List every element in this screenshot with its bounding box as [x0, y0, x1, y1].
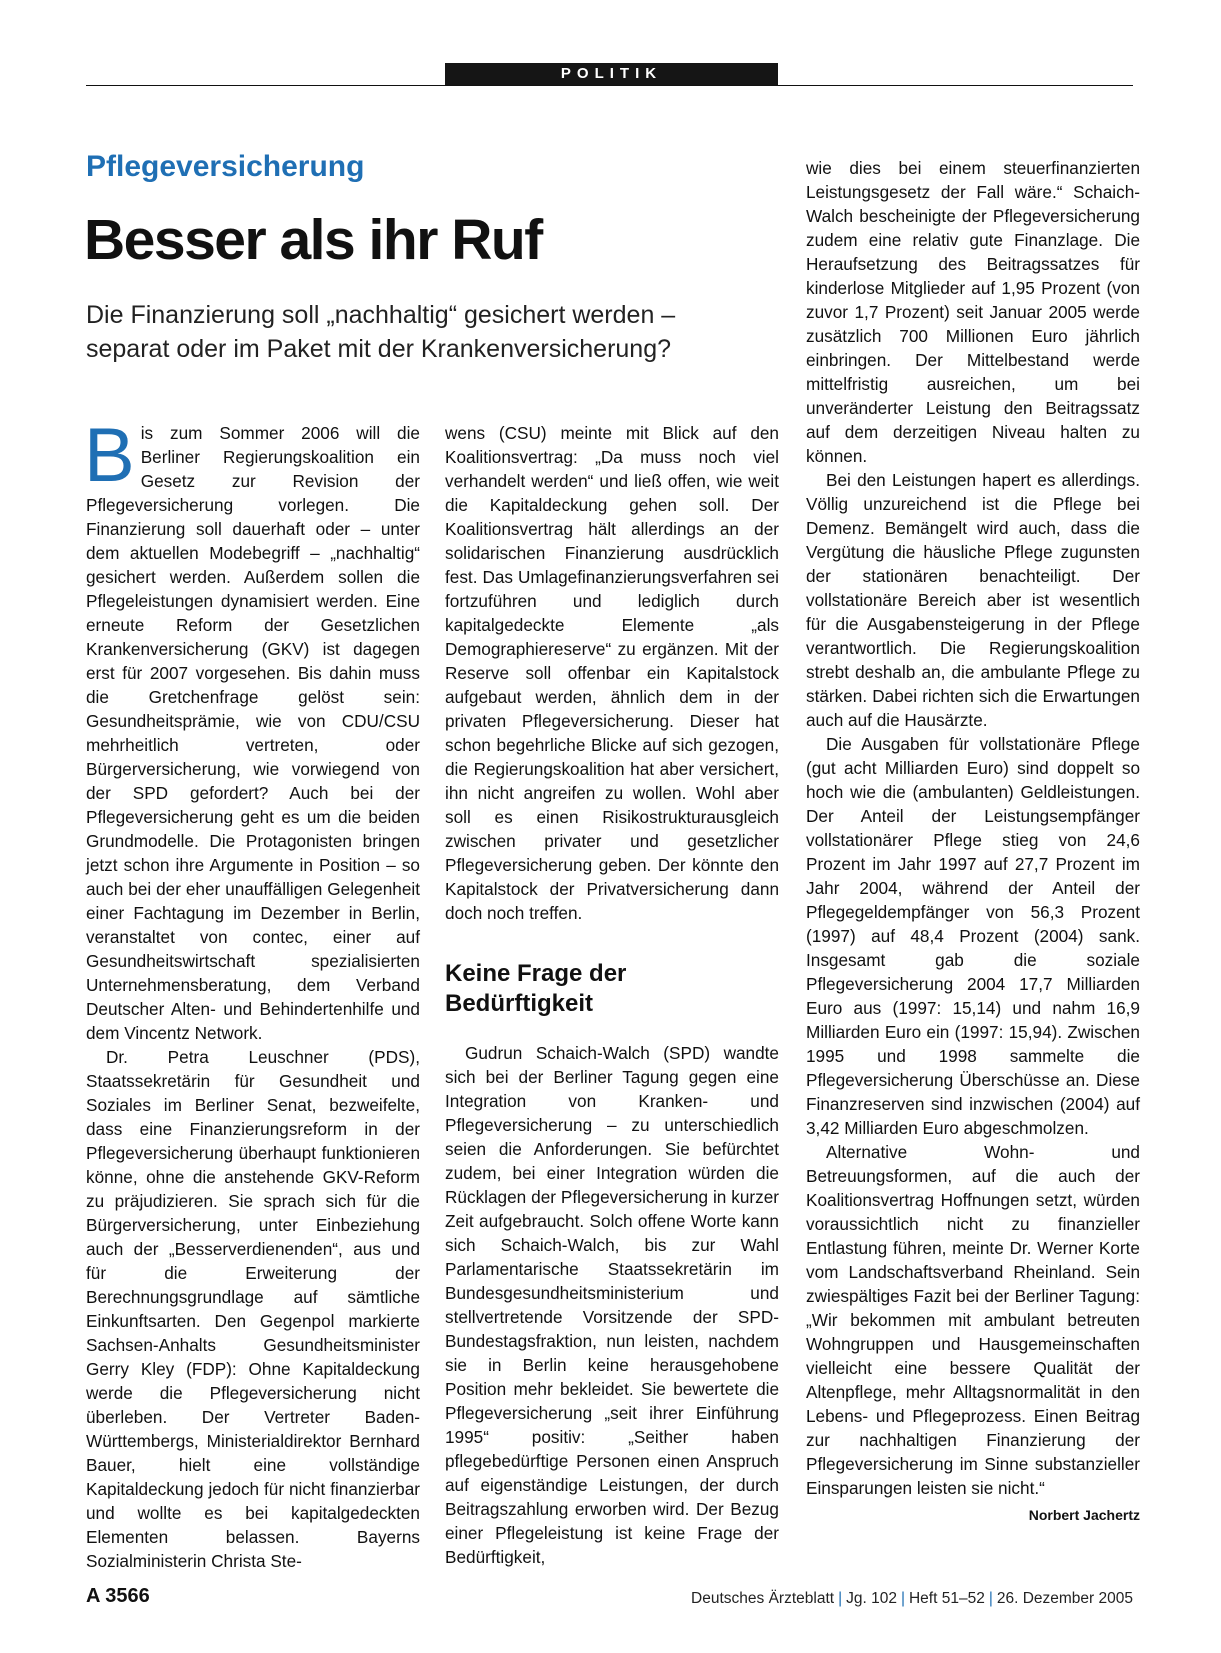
paragraph: wie dies bei einem steuerfinanzierten Leistungsgesetz der Fall wäre.“ Schaich-Walch bescheinigte der Pflegeversicherung zudem eine relativ gute Finanzlage. Die Heraufsetzung des Beitragssatzes für kinderlose Mitglieder auf 1,95 Prozent (von zuvor 1,7 Prozent) seit Januar 2005 werde zusätzlich 700 Millionen Euro jährlich einbringen. Der Mittelbestand werde mittelfristig ausreichen, um bei unveränderter Leistung den Beitragssatz auf dem derzeitigen Niveau halten zu können. — [806, 158, 1140, 466]
column-1 — [84, 413, 420, 1573]
journal-issue: Heft 51–52 — [908, 1590, 985, 1607]
header-rule — [86, 85, 1133, 86]
paragraph-text: Alternative Wohn- und Betreuungsformen, auf die auch der Koalitionsvertrag Hoffnungen setzt, würden voraussichtlich nicht zu finanzieller Entlastung führen, meinte Dr. Werner Korte vom Landschaftsverband Rheinland. Sein zwiespältiges Fazit bei der Berliner Tagung: „Wir bekommen mit ambulant betreuten Wohngruppen und Hausgemeinschaften vielleicht eine bessere Qualität der Altenpflege, mehr Alltagsnormalität in den Lebens- und Pflegeprozess. Einen Beitrag zur nachhaltigen Finanzierung der Pflegeversicherung im Sinne substanzieller Einsparungen leisten sie nicht.“ — [806, 1142, 1140, 1498]
paragraph: wens (CSU) meinte mit Blick auf den Koalitionsvertrag: „Da muss noch viel verhandelt werden“ und ließ offen, wie weit die Kapitaldeckung gehen soll. Der Koalitionsvertrag hält allerdings an der solidarischen Finanzierung ausdrücklich fest. Das Umlagefinanzierungsverfahren sei fortzuführen und lediglich durch kapitalgedeckte Elemente „als Demographiereserve“ zu ergänzen. Mit der Reserve soll offenbar ein Kapitalstock aufgebaut werden, ähnlich dem in der privaten Pflegeversicherung. Dieser hat schon begehrliche Blicke auf sich gezogen, die Regierungskoalition hat aber versichert, ihn nicht angreifen zu wollen. Wohl aber soll es einen Risikostrukturausgleich zwischen privater und gesetzlicher Pflegeversicherung geben. Der könnte den Kapitalstock der Privatversicherung dann doch noch treffen. — [445, 423, 779, 923]
article-title: Besser als ihr Ruf — [84, 208, 542, 272]
section-label: POLITIK — [445, 63, 778, 85]
subheading: Keine Frage der Bedürftigkeit — [445, 960, 627, 1017]
page-number: A 3566 — [86, 1585, 150, 1607]
paragraph: Gudrun Schaich-Walch (SPD) wandte sich bei der Berliner Tagung gegen eine Integration von Kranken- und Pflegeversicherung – zu unterschiedlich seien die Anforderungen. Sie befürchtet zudem, bei einer Integration würden die Rücklagen der Pflegeversicherung in kurzer Zeit aufgebraucht. Solch offene Worte kann sich Schaich-Walch, bis zur Wahl Parlamentarische Staatssekretärin im Bundesgesundheitsministerium und stellvertretende Vorsitzende der SPD-Bundestagsfraktion, nun leisten, nachdem sie in Berlin keine herausgehobene Position mehr bekleidet. Sie bewertete die Pflegeversicherung „seit ihrer Einführung 1995“ positiv: „Seither haben pflegebedürftige Personen einen Anspruch auf eigenständige Leistungen, der durch Beitragszahlung erworben wird. Der Bezug einer Pflegeleistung ist keine Frage der Bedürftigkeit, — [445, 1043, 779, 1567]
footer-separator: | — [838, 1590, 843, 1607]
paragraph: Die Ausgaben für vollstationäre Pflege (gut acht Milliarden Euro) sind doppelt so hoch wie die (ambulanten) Geldleistungen. Der Anteil der Leistungsempfänger vollstationärer Pflege stieg von 24,6 Prozent im Jahr 1997 auf 27,7 Prozent im Jahr 2004, während der Anteil der Pflegegeldempfänger von 56,3 Prozent (1997) auf 48,4 Prozent (2004) sank. Insgesamt gab die soziale Pflegeversicherung 2004 17,7 Milliarden Euro aus (1997: 15,14) und nahm 16,9 Milliarden Euro ein (1997: 15,94). Zwischen 1995 und 1998 sammelte die Pflegeversicherung Überschüsse an. Diese Finanzreserven sind inzwischen (2004) auf 3,42 Milliarden Euro abgeschmolzen. — [806, 734, 1140, 1138]
article-subtitle: Die Finanzierung soll „nachhaltig“ gesichert werden – separat oder im Paket mit der Krankenversicherung? — [86, 301, 676, 363]
author-byline: Norbert Jachertz — [1028, 1507, 1140, 1523]
journal-name: Deutsches Ärzteblatt — [691, 1590, 835, 1607]
paragraph — [806, 1140, 1140, 1523]
dropcap: B — [84, 413, 135, 498]
journal-date: 26. Dezember 2005 — [996, 1590, 1133, 1607]
article-kicker: Pflegeversicherung — [86, 150, 365, 183]
footer-separator: | — [900, 1590, 905, 1607]
footer-separator: | — [988, 1590, 993, 1607]
journal-volume: Jg. 102 — [846, 1590, 897, 1607]
paragraph-text: is zum Sommer 2006 will die Berliner Regierungskoalition ein Gesetz zur Revision der Pflegeversicherung vorlegen. Die Finanzierung soll dauerhaft oder – unter dem aktuellen Modebegriff – „nachhaltig“ gesichert werden. Außerdem sollen die Pflegeleistungen dynamisiert werden. Eine erneute Reform der Gesetzlichen Krankenversicherung (GKV) ist dagegen erst für 2007 vorgesehen. Bis dahin muss die Gretchenfrage gelöst sein: Gesundheitsprämie, wie von CDU/CSU mehrheitlich vertreten, oder Bürgerversicherung, wie vorwiegend von der SPD gefordert? Auch bei der Pflegeversicherung geht es um die beiden Grundmodelle. Die Protagonisten bringen jetzt schon ihre Argumente in Position – so auch bei der eher unauffälligen Gelegenheit einer Fachtagung im Dezember in Berlin, veranstaltet von contec, einer auf Gesundheitswirtschaft spezialisierten Unternehmensberatung, dem Verband Deutscher Alten- und Behindertenhilfe und dem Vincentz Network. — [86, 423, 420, 1043]
column-2 — [445, 421, 779, 1569]
paragraph: Bei den Leistungen hapert es allerdings. Völlig unzureichend ist die Pflege bei Demenz. Bemängelt wird auch, dass die Vergütung die häusliche Pflege zugunsten der stationären benachteiligt. Der vollstationäre Bereich aber ist wesentlich für die Ausgabensteigerung in der Pflege verantwortlich. Die Regierungskoalition strebt deshalb an, die ambulante Pflege zu stärken. Dabei richten sich die Erwartungen auch auf die Hausärzte. — [806, 470, 1140, 730]
paragraph: Dr. Petra Leuschner (PDS), Staatssekretärin für Gesundheit und Soziales im Berliner Senat, bezweifelte, dass eine Finanzierungsreform in der Pflegeversicherung überhaupt funktionieren könne, ohne die anstehende GKV-Reform zu präjudizieren. Sie sprach sich für die Bürgerversicherung, unter Einbeziehung auch der „Besserverdienenden“, aus und für die Erweiterung der Berechnungsgrundlage auf sämtliche Einkunftsarten. Den Gegenpol markierte Sachsen-Anhalts Gesundheitsminister Gerry Kley (FDP): Ohne Kapitaldeckung werde die Pflegeversicherung nicht überleben. Der Vertreter Baden-Württembergs, Ministerialdirektor Bernhard Bauer, hielt eine vollständige Kapitaldeckung jedoch für nicht finanzierbar und wollte es bei kapitalgedeckten Elementen belassen. Bayerns Sozialministerin Christa Ste- — [86, 1047, 420, 1571]
paragraph — [84, 413, 420, 1045]
footer-citation — [691, 1590, 1133, 1608]
column-3 — [806, 156, 1140, 1527]
